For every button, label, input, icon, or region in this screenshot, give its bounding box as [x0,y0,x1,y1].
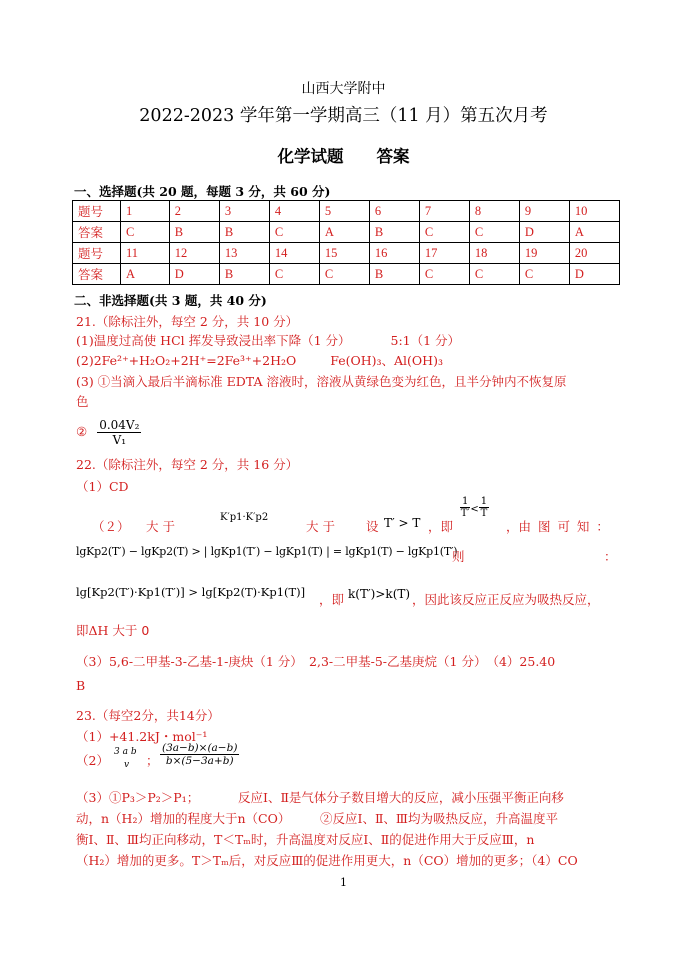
table-cell: 6 [369,201,419,222]
table-cell: 13 [219,243,269,264]
section1-heading: 一、选择题(共 20 题，每题 3 分，共 60 分) [74,184,331,199]
q23-part2-small2: v [124,760,130,770]
table-row [73,243,620,264]
q23-p3-line2a: 动，n（H₂）增加的程度大于n（CO） [76,811,291,826]
table-cell: B [369,264,419,285]
table-cell: 16 [369,243,419,264]
q21-p2-formula: 2Fe²⁺+H₂O₂+2H⁺=2Fe³⁺+2H₂O [93,353,297,368]
table-cell: 2 [169,201,219,222]
q22-p2-greater2: 大 于 [306,519,335,534]
table-cell: 14 [269,243,319,264]
fraction-numerator: 1 [480,496,488,507]
q22-p2-ji: ，即 [428,519,454,534]
q21-p3-2-label: ② [76,424,88,439]
q22-eq1-then: 则 [452,549,465,564]
table-cell: 7 [419,201,469,222]
table-cell: 15 [319,243,369,264]
q22-eq2-ji: ，即 [319,592,345,607]
table-cell: C [419,264,469,285]
table-cell: A [121,264,170,285]
label-num-2: 题号 [73,243,121,264]
q22-part3: （3）5,6-二甲基-3-乙基-1-庚炔（1 分） 2,3-二甲基-5-乙基庚烷（1 分） （4）25.40 [76,654,556,669]
fraction-numerator: 0.04V₂ [99,418,140,432]
school-name: 山西大学附中 [301,81,386,97]
table-cell: C [269,264,319,285]
q23-title: 23.（每空2分，共14分） [76,708,220,723]
table-cell: C [319,264,369,285]
table-cell: C [469,264,519,285]
table-cell: A [319,222,369,243]
table-cell: D [519,222,569,243]
q22-p2-set: 设 [366,519,379,534]
q23-p3-line3: 衡Ⅰ、Ⅱ、Ⅲ均正向移动，T＜Tₘ时，升高温度对反应Ⅰ、Ⅱ的促进作用大于反应Ⅲ，n [76,832,535,847]
q22-eq2-k: k(T′)>k(T) [348,587,411,601]
table-cell: C [121,222,170,243]
q23-p3-line1b: 反应Ⅰ、Ⅱ是气体分子数目增大的反应，减小压强平衡正向移 [238,790,564,805]
table-cell: A [569,222,619,243]
q23-part2-label: （2） [76,753,109,768]
fraction-denominator: V₁ [112,433,127,447]
q22-eq1-colon: ： [604,549,617,564]
table-row [73,264,620,285]
q22-p2-tail: ，由 图 可 知 ： [506,519,609,534]
table-cell: B [369,222,419,243]
q23-p3-line4: （H₂）增加的更多。T＞Tₘ后，对反应Ⅲ的促进作用更大，n（CO）增加的更多；（4）CO [76,853,578,868]
table-cell: 1 [121,201,170,222]
q22-p2-ineq [460,496,489,519]
q23-part2-small: 3 a b [114,747,137,757]
less-than: < [470,504,479,515]
label-num-1: 题号 [73,201,121,222]
q22-eq1: lgKp2(T′) − lgKp2(T) > | lgKp1(T′) − lgKp1(T) | = lgKp1(T) − lgKp1(T′) [76,545,458,558]
table-cell: D [569,264,619,285]
table-cell: C [269,222,319,243]
q21-p3-line2: 色 [76,394,89,409]
table-cell: 11 [121,243,170,264]
q21-title: 21.（除标注外，每空 2 分，共 10 分） [76,314,299,329]
table-cell: 8 [469,201,519,222]
fraction-1-over-tprime [460,496,470,519]
q21-p3-2 [76,418,141,447]
page-number: 1 [340,876,347,889]
q23-part1: （1）+41.2kJ・mol⁻¹ [76,729,208,744]
q23-p3-line1a: （3）①P₃＞P₂＞P₁； [76,790,200,805]
label-ans-2: 答案 [73,264,121,285]
q22-p2-cond: T′ > T [384,516,421,530]
label-ans-1: 答案 [73,222,121,243]
answer-table [72,200,620,285]
table-cell: 18 [469,243,519,264]
q22-dh-text: 即ΔH 大于 [76,623,138,638]
q21-p1a: (1)温度过高使 HCl 挥发导致浸出率下降（1 分） [76,333,351,348]
q23-part2-semicolon: ； [146,753,159,768]
section2-heading: 二、非选择题(共 3 题，共 40 分) [74,293,267,308]
q23-part2-fraction [160,742,239,767]
q22-eq2: lg[Kp2(T′)·Kp1(T′)] > lg[Kp2(T)·Kp1(T)] [76,585,306,599]
q22-part3b: B [76,678,86,693]
q21-part2 [76,351,443,369]
q21-p3-line1: (3) ①当滴入最后半滴标准 EDTA 溶液时，溶液从黄绿色变为红色，且半分钟内不恢复原 [76,374,567,389]
table-cell: 9 [519,201,569,222]
q21-part1 [76,331,460,349]
table-cell: 10 [569,201,619,222]
table-cell: 4 [269,201,319,222]
fraction-denominator: T′ [460,508,470,519]
fraction-numerator: (3a−b)×(a−b) [162,742,238,754]
table-cell: 12 [169,243,219,264]
fraction-denominator: b×(5−3a+b) [165,755,234,767]
q23-fraction [160,742,239,767]
table-cell: D [169,264,219,285]
q22-p2-greater1: 大 于 [146,519,175,534]
table-cell: C [519,264,569,285]
table-cell: C [419,222,469,243]
q22-dh-value: 0 [141,623,150,638]
q22-p2-label: （２） [92,519,130,534]
q22-p2-kk: K′p1·K′p2 [220,512,269,523]
table-cell: 5 [319,201,369,222]
q21-p2b: Fe(OH)₃、Al(OH)₃ [330,353,443,368]
exam-title: 2022-2023 学年第一学期高三（11 月）第五次月考 [139,106,548,126]
subject-title: 化学试题 答案 [277,147,410,166]
table-row [73,201,620,222]
q22-dh-line [76,621,149,639]
table-cell: B [169,222,219,243]
q22-part1: （1）CD [76,479,129,494]
table-cell: 20 [569,243,619,264]
q22-title: 22.（除标注外，每空 2 分，共 16 分） [76,457,299,472]
fraction-numerator: 1 [462,496,469,507]
table-cell: B [219,264,269,285]
table-cell: B [219,222,269,243]
table-row [73,222,620,243]
table-cell: 19 [519,243,569,264]
q21-p1b: 5:1（1 分） [390,333,461,348]
q22-eq2-tail: ，因此该反应正反应为吸热反应， [412,592,600,607]
q21-fraction [97,418,141,447]
q21-p2-prefix: (2) [76,353,94,368]
fraction-1-over-t [479,496,489,519]
table-cell: 17 [419,243,469,264]
table-cell: 3 [219,201,269,222]
q23-p3-line2b: ②反应Ⅰ、Ⅱ、Ⅲ均为吸热反应，升高温度平 [320,811,558,826]
table-cell: C [469,222,519,243]
fraction-denominator: T [480,508,488,519]
